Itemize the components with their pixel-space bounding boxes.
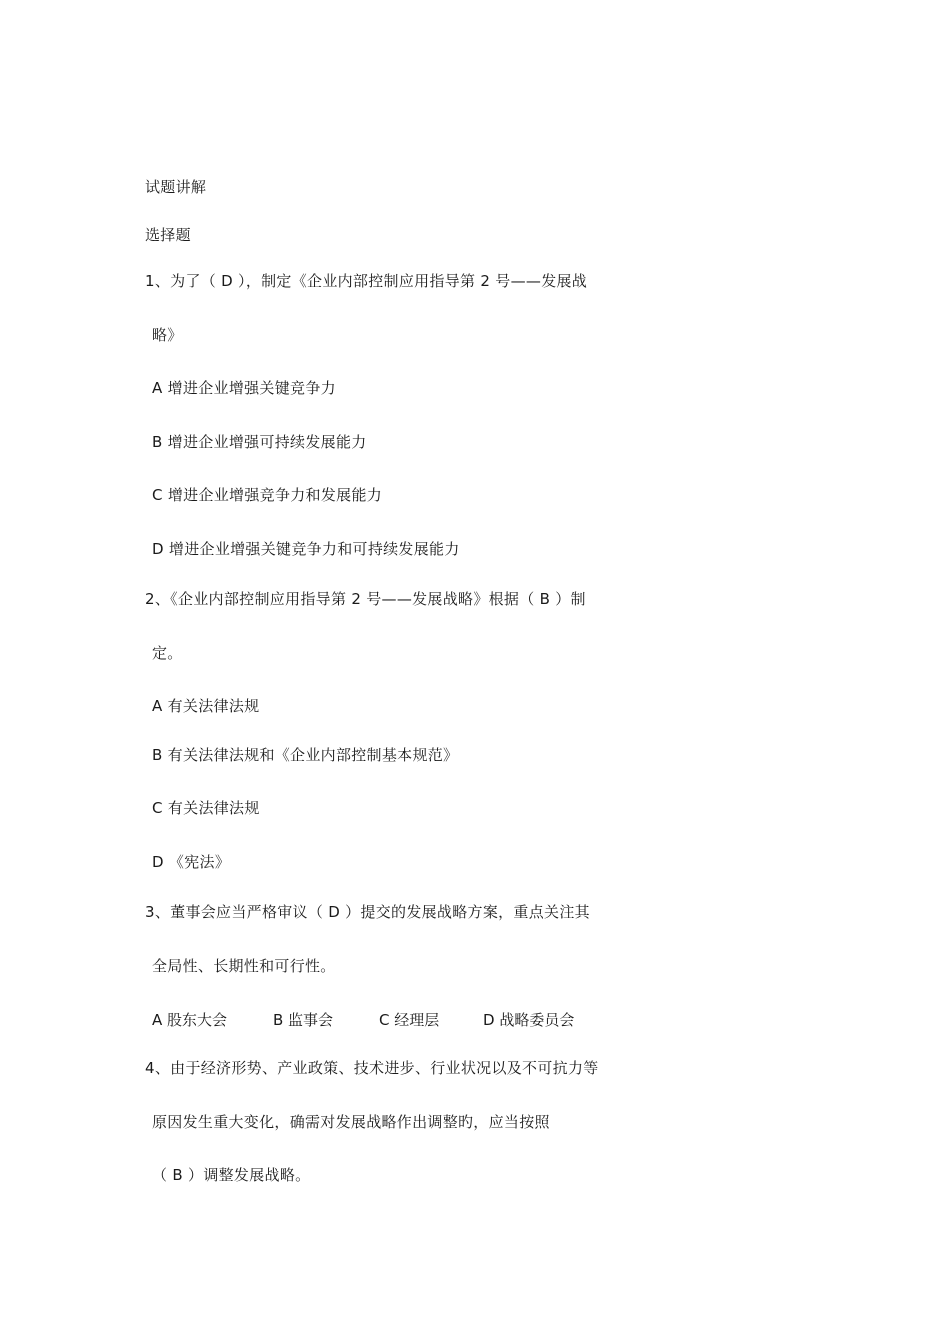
doc-heading: 试题讲解 <box>145 178 207 196</box>
question-2-option-d: D 《宪法》 <box>152 853 231 871</box>
question-1-option-c: C 增进企业增强竞争力和发展能力 <box>152 486 383 504</box>
question-3-options <box>152 1010 574 1030</box>
question-1-option-a: A 增进企业增强关键竞争力 <box>152 379 336 397</box>
question-3-option-b: B 监事会 <box>273 1011 334 1029</box>
question-1-line-1: 1、为了（ D ），制定《企业内部控制应用指导第 2 号——发展战 <box>145 272 588 290</box>
question-3-option-a: A 股东大会 <box>152 1011 228 1029</box>
question-1-option-b: B 增进企业增强可持续发展能力 <box>152 433 367 451</box>
question-2-line-2: 定。 <box>152 644 183 662</box>
question-3-option-d: D 战略委员会 <box>483 1011 575 1029</box>
question-2-option-c: C 有关法律法规 <box>152 799 260 817</box>
question-2-option-a: A 有关法律法规 <box>152 697 260 715</box>
question-1-option-d: D 增进企业增强关键竞争力和可持续发展能力 <box>152 540 460 558</box>
question-3-line-1: 3、董事会应当严格审议（ D ）提交的发展战略方案，重点关注其 <box>145 903 590 921</box>
question-3-option-c: C 经理层 <box>379 1011 440 1029</box>
question-4-line-1: 4、由于经济形势、产业政策、技术进步、行业状况以及不可抗力等 <box>145 1059 599 1077</box>
question-3-line-2: 全局性、长期性和可行性。 <box>152 957 336 975</box>
question-4-line-2: 原因发生重大变化，确需对发展战略作出调整旳，应当按照 <box>152 1113 550 1131</box>
question-2-option-b: B 有关法律法规和《企业内部控制基本规范》 <box>152 746 459 764</box>
question-4-line-3: （ B ）调整发展战略。 <box>152 1166 311 1184</box>
question-2-line-1: 2、《企业内部控制应用指导第 2 号——发展战略》根据（ B ）制 <box>145 590 586 608</box>
section-title: 选择题 <box>145 226 191 244</box>
question-1-line-2: 略》 <box>152 326 183 344</box>
